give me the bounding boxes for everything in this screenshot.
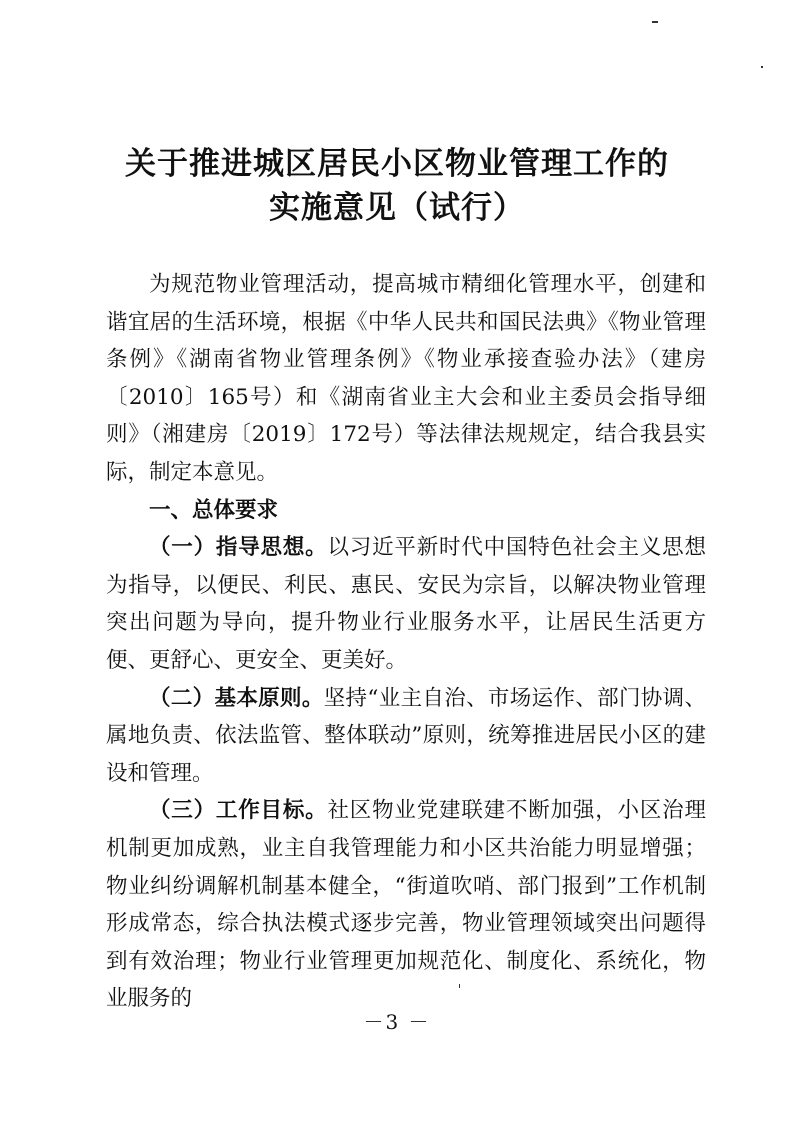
scan-mark	[761, 66, 763, 68]
section-heading: 一、总体要求	[149, 497, 279, 523]
document-title-line1: 关于推进城区居民小区物业管理工作的	[125, 146, 669, 182]
intro-paragraph: 为规范物业管理活动，提高城市精细化管理水平，创建和谐宜居的生活环境，根据《中华人民共和国民法典》《物业管理条例》《湖南省物业管理条例》《物业承接查验办法》（建房〔2010〕165号）和《湖南省业主大会和业主委员会指导细则》（湘建房〔2019〕172号）等法律法规规定，结合我县实际，制定本意见。	[106, 272, 706, 485]
document-title-line2: 实施意见（试行）	[269, 190, 525, 226]
document-body	[106, 266, 706, 1018]
item-label: （二）基本原则。	[149, 685, 324, 711]
item-paragraph-3	[106, 792, 706, 1018]
item-text: 以习近平新时代中国特色社会主义思想为指导，以便民、利民、惠民、安民为宗旨，以解决物业管理突出问题为导向，提升物业行业服务水平，让居民生活更方便、更舒心、更安全、更美好。	[106, 535, 706, 673]
page-number: －3 －	[363, 1010, 431, 1034]
item-text: 坚持“业主自治、市场运作、部门协调、属地负责、依法监管、整体联动”原则，统筹推进居民小区的建设和管理。	[106, 685, 706, 786]
item-label: （一）指导思想。	[149, 535, 328, 561]
item-text: 社区物业党建联建不断加强，小区治理机制更加成熟，业主自我管理能力和小区共治能力明显增强；物业纠纷调解机制基本健全，“街道吹哨、部门报到”工作机制形成常态，综合执法模式逐步完善，物业管理领域突出问题得到有效治理；物业行业管理更加规范化、制度化、系统化，物业服务的	[106, 798, 706, 1012]
item-label: （三）工作目标。	[149, 798, 328, 824]
item-paragraph-1	[106, 529, 706, 679]
item-paragraph-2	[106, 680, 706, 793]
scan-mark	[652, 21, 658, 23]
